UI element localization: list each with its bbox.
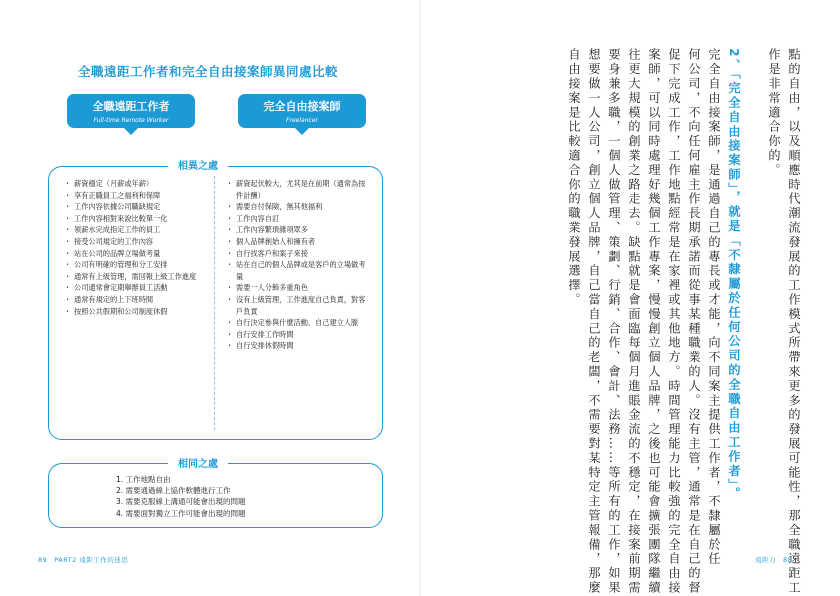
- fulltime-point: ・ 通常有規定的上下班時間: [64, 294, 204, 306]
- same-point: 1. 工作地點自由: [116, 475, 171, 484]
- fulltime-point: ・ 薪資穩定（月薪或年薪）: [64, 178, 204, 190]
- body-column: 案師，可以同時處理好幾個工作專案，慢慢創立個人品牌，之後也可能會擴張團隊繼續: [647, 48, 661, 596]
- header-fulltime: [67, 94, 195, 128]
- freelancer-point: ・ 自行安排休假時間: [226, 340, 366, 352]
- freelancer-point: ・ 自行安排工作時間: [226, 329, 366, 341]
- section-heading: 2、「完全自由接案師」，就是「不隸屬於任何公司的全職自由工作者」。: [727, 48, 741, 502]
- fulltime-point: ・ 公司有明確的管理和分工安排: [64, 259, 204, 271]
- freelancer-point: ・ 個人品牌創始人和擁有者: [226, 236, 366, 248]
- freelancer-point: ・ 需要一人分飾多重角色: [226, 282, 366, 294]
- page-gutter: [419, 0, 421, 596]
- body-column: 要身兼多職，一個人做管理、策劃、行銷、合作、會計、法務……等所有的工作，如果: [607, 48, 621, 596]
- fulltime-point: ・ 公司通常會定期舉辦員工活動: [64, 282, 204, 294]
- body-column: 完全自由接案師，是通過自己的專長或才能，向不同案主提供工作者，不隸屬於任: [707, 48, 721, 567]
- body-column: 作是非常適合你的。: [767, 48, 781, 178]
- header-fulltime-zh: 全職遠距工作者: [92, 100, 170, 113]
- differences-label: 相異之處: [168, 157, 228, 172]
- body-column: 何公司，不向任何雇主作長期承諾而從事某種職業的人。沒有主管，通常是在自己的督: [687, 48, 701, 596]
- same-point: 4. 需要面對獨立工作可能會出現的問題: [116, 508, 246, 518]
- freelancer-list: [226, 178, 366, 352]
- freelancer-point: ・ 需要自付保險，無其他福利: [226, 201, 366, 213]
- fulltime-point: ・ 領薪水完成指定工作的員工: [64, 224, 204, 236]
- header-fulltime-en: Full-time Remote Worker: [93, 117, 169, 124]
- freelancer-point: ・ 工作內容繁瑣雜項眾多: [226, 224, 366, 236]
- same-label: 相同之處: [168, 455, 228, 470]
- header-freelancer-zh: 完全自由接案師: [263, 100, 341, 113]
- fulltime-point: ・ 按照公共假期和公司制度休假: [64, 306, 204, 318]
- fulltime-point: ・ 接受公司規定的工作內容: [64, 236, 204, 248]
- body-column: 自由接案是比較適合你的職業發展選擇。: [567, 48, 581, 308]
- freelancer-point: ・ 薪資起伏較大，尤其是在前期（通常為按件計酬）: [226, 178, 366, 201]
- chart-title: 全職遠距工作者和完全自由接案師異同處比較: [78, 64, 339, 79]
- fulltime-point: ・ 通常有上級管理，需回報上級工作進度: [64, 271, 204, 283]
- freelancer-point: ・ 站在自己的個人品牌或是客戶的立場做考量: [226, 259, 366, 282]
- right-footer: 遠距力 88: [755, 556, 793, 564]
- fulltime-point: ・ 享有正職員工之福利和保障: [64, 190, 204, 202]
- freelancer-point: ・ 工作內容自訂: [226, 213, 366, 225]
- fulltime-point: ・ 工作內容相對來說比較單一化: [64, 213, 204, 225]
- same-list: [116, 474, 246, 519]
- body-column: 往更大規模的創業之路走去。缺點就是會面臨每個月進賬金流的不穩定，在接案前期需: [627, 48, 641, 596]
- same-point: 3. 需要克服線上溝通可能會出現的問題: [116, 497, 246, 507]
- freelancer-point: ・ 自行找客戶和案子來接: [226, 248, 366, 260]
- fulltime-list: [64, 178, 204, 317]
- header-freelancer: [238, 94, 366, 128]
- fulltime-point: ・ 工作內容依據公司職缺規定: [64, 201, 204, 213]
- body-column: 點的自由，以及順應時代潮流發展的工作模式所帶來更多的發展可能性，那全職遠距工: [787, 48, 801, 596]
- column-divider: [214, 176, 215, 430]
- body-column: 想要做一人公司，創立個人品牌，自己當自己的老闆，不需要對某特定主管報備，那麼: [587, 48, 601, 596]
- freelancer-point: ・ 沒有上級管理，工作進度自己負責，對客戶負責: [226, 294, 366, 317]
- header-freelancer-en: Freelancer: [286, 117, 318, 124]
- left-footer: 89 PART2 遠距工作的迷思: [38, 556, 129, 564]
- fulltime-point: ・ 站在公司的品牌立場做考量: [64, 248, 204, 260]
- same-point: 2. 需要通過線上協作軟體進行工作: [116, 486, 231, 496]
- body-column: 促下完成工作，工作地點經常是在家裡或其他地方。時間管理能力比較強的完全自由接: [667, 48, 681, 596]
- freelancer-point: ・ 自行決定參與什麼活動、自己建立人脈: [226, 317, 366, 329]
